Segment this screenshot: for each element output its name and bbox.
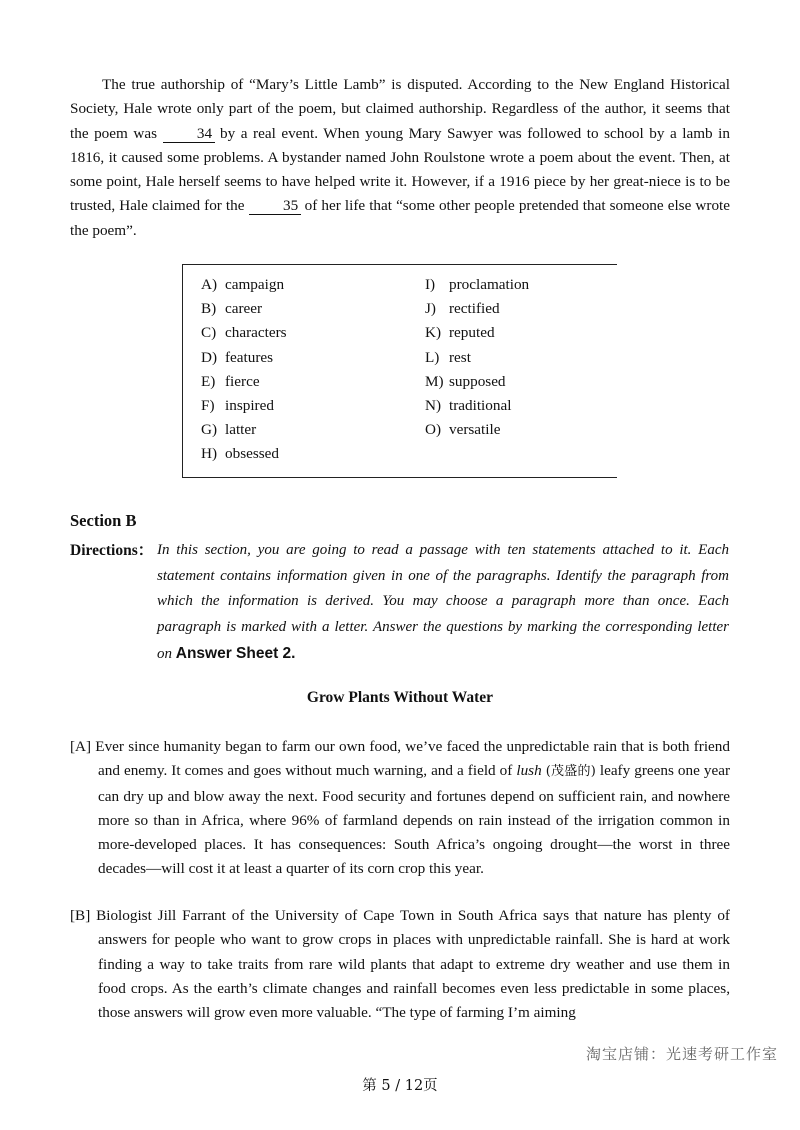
word-option: G) latter [201,421,257,439]
passage-title: Grow Plants Without Water [306,689,494,706]
blank-34[interactable]: 34 [163,125,215,143]
word-option: J) rectified [425,300,500,318]
paragraph-a: [A] Ever since humanity began to farm our own food, we’ve faced the unpredictable rain that is both friend and enemy. It comes and goes without much warning, and a field of lush (茂盛的) leafy greens one year can dry up and blow away the next. Food security and fortunes depend on sufficient rain, and nowhere more so than in Africa, where 96% of farmland depends on rain instead of the irrigation common in more-developed places. It has consequences: South Africa’s ongoing drought—the worst in three decades—will cost it at least a quarter of its corn crop this year. [70,738,731,878]
word-option: K) reputed [425,324,495,342]
answer-sheet-label: Answer Sheet 2. [175,644,296,662]
word-option: O) versatile [425,421,501,439]
watermark: 淘宝店铺：光速考研工作室 [585,1045,778,1063]
word-bank-right-column [425,273,529,442]
paragraph-b: [B] Biologist Jill Farrant of the University of Cape Town in South Africa says that nature has plenty of answers for people who want to grow crops in places with unpredictable rainfall. She is hard at work finding a way to take traits from rare wild plants that adapt to extreme dry weather and use them in food crops. As the earth’s climate changes and rainfall becomes even less predictable in some places, those answers will grow even more valuable. “The type of farming I’m aiming [70,907,730,1022]
word-option: M) supposed [425,372,506,390]
page-number: 第 5 / 12页 [362,1078,438,1094]
word-option: D) features [201,348,274,366]
word-option: N) traditional [425,397,512,415]
word-option: C) characters [201,324,287,342]
word-bank [182,264,617,478]
word-bank-left-column [201,273,287,467]
directions-text: In this section, you are going to read a passage with ten statements attached to it. Each statement contains information given in one of the paragraphs. Identify the paragraph from which the information is derived. You may choose a paragraph more than once. Each paragraph is marked with a letter. Answer the questions by marking the corresponding letter on Answer Sheet 2. [157,542,729,662]
cloze-passage: The true authorship of “Mary’s Little Lamb” is disputed. According to the New England Historical Society, Hale wrote only part of the poem, but claimed authorship. Regardless of the author, it seems that the poem was 34 by a real event. When young Mary Sawyer was followed to school by a lamb in 1816, it caused some problems. A bystander named John Roulstone wrote a poem about the event. Then, at some point, Hale herself seems to have helped write it. However, if a 1916 piece by her great-niece is to be trusted, Hale claimed for the 35 of her life that “some other people pretended that someone else wrote the poem”. [70,76,730,239]
directions-label: Directions： [70,542,154,559]
word-option: L) rest [425,348,471,366]
word-option: I) proclamation [425,276,530,293]
word-option: A) campaign [201,276,285,293]
word-option: E) fierce [201,372,260,390]
word-option: B) career [201,300,263,318]
section-title: Section B [70,511,137,530]
blank-35[interactable]: 35 [249,197,301,215]
word-option: H) obsessed [201,445,279,463]
word-option: F) inspired [201,397,274,415]
